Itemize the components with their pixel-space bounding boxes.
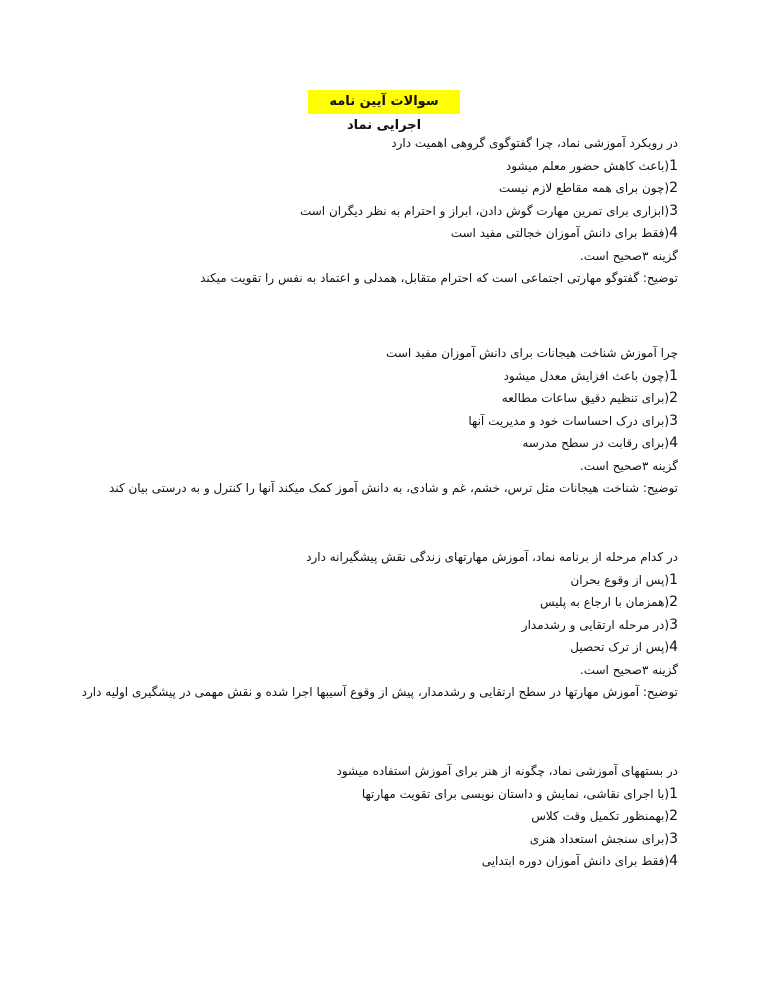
option-text: (بهمنظور تکمیل وقت کلاس	[531, 809, 670, 823]
option-number: 4	[669, 225, 678, 241]
question-block	[28, 760, 678, 873]
option-item	[28, 783, 678, 806]
option-text: (با اجرای نقاشی، نمایش و داستان نویسی برای تقویت مهارتها	[361, 786, 670, 801]
option-number: 3	[669, 616, 678, 633]
explanation-text: توضیح: شناخت هیجانات مثل ترس، خشم، غم و شادی، به دانش آموز کمک میکند آنها را کنترل و به درستی بیان کند	[109, 481, 678, 495]
option-item	[28, 828, 678, 851]
option-text: (پس از وقوع بحران	[570, 572, 670, 587]
option-item	[28, 636, 678, 659]
option-number: 2	[669, 180, 678, 196]
option-number: 1	[669, 157, 678, 174]
option-item	[28, 200, 678, 223]
option-item	[28, 591, 678, 614]
option-text: (برای تنظیم دقیق ساعات مطالعه	[501, 391, 670, 405]
option-item	[28, 850, 678, 873]
page-title: سوالات آیین نامه اجرایی نماد	[308, 90, 460, 114]
explanation-text: توضیح: آموزش مهارتها در سطح ارتقایی و رشدمدار، پیش از وقوع آسیبها اجرا شده و نقش مهمی در پیشگیری اولیه دارد	[81, 685, 678, 699]
question-block	[28, 546, 678, 704]
question-text: چرا آموزش شناخت هیجانات برای دانش آموزان مفید است	[386, 346, 678, 360]
option-item	[28, 805, 678, 828]
explanation-text: توضیح: گفتوگو مهارتی اجتماعی است که احترام متقابل، همدلی و اعتماد به نفس را تقویت میکند	[200, 271, 678, 285]
option-item	[28, 432, 678, 455]
question-block	[28, 132, 678, 290]
option-number: 1	[669, 785, 678, 802]
option-number: 3	[669, 830, 678, 847]
option-text: (چون باعث افزایش معدل میشود	[503, 368, 670, 383]
option-number: 1	[669, 367, 678, 384]
option-item	[28, 155, 678, 178]
option-text: (برای سنجش استعداد هنری	[529, 831, 670, 846]
option-item	[28, 222, 678, 245]
option-number: 3	[669, 412, 678, 429]
question-block	[28, 342, 678, 500]
option-text: (در مرحله ارتقایی و رشدمدار	[521, 617, 670, 632]
option-item	[28, 614, 678, 637]
answer-text: گزینه ۳صحیح است.	[579, 662, 678, 677]
option-text: (ابزاری برای تمرین مهارت گوش دادن، ابراز و احترام به نظر دیگران است	[299, 203, 670, 218]
option-item	[28, 569, 678, 592]
option-number: 3	[669, 202, 678, 219]
option-text: (باعث کاهش حضور معلم میشود	[505, 158, 670, 173]
option-number: 1	[669, 571, 678, 588]
answer-text: گزینه ۳صحیح است.	[579, 458, 678, 473]
option-item	[28, 410, 678, 433]
option-text: (برای رقابت در سطح مدرسه	[522, 436, 670, 450]
question-text: در کدام مرحله از برنامه نماد، آموزش مهارتهای زندگی نقش پیشگیرانه دارد	[306, 550, 678, 564]
option-text: (فقط برای دانش آموزان دوره ابتدایی	[481, 854, 670, 868]
option-text: (پس از ترک تحصیل	[570, 640, 670, 654]
option-number: 4	[669, 639, 678, 655]
answer-text: گزینه ۳صحیح است.	[579, 248, 678, 263]
option-item	[28, 365, 678, 388]
option-text: (فقط برای دانش آموزان خجالتی مفید است	[450, 226, 670, 240]
option-number: 4	[669, 435, 678, 451]
question-text: در بستههای آموزشی نماد، چگونه از هنر برای آموزش استفاده میشود	[336, 764, 678, 778]
option-text: (چون برای همه مقاطع لازم نیست	[498, 181, 670, 195]
option-item	[28, 387, 678, 410]
option-number: 2	[669, 594, 678, 610]
option-number: 2	[669, 808, 678, 824]
option-text: (همزمان با ارجاع به پلیس	[539, 595, 670, 609]
option-text: (برای درک احساسات خود و مدیریت آنها	[468, 413, 670, 428]
question-text: در رویکرد آموزشی نماد، چرا گفتوگوی گروهی اهمیت دارد	[391, 136, 678, 150]
option-item	[28, 177, 678, 200]
option-number: 2	[669, 390, 678, 406]
option-number: 4	[669, 853, 678, 869]
